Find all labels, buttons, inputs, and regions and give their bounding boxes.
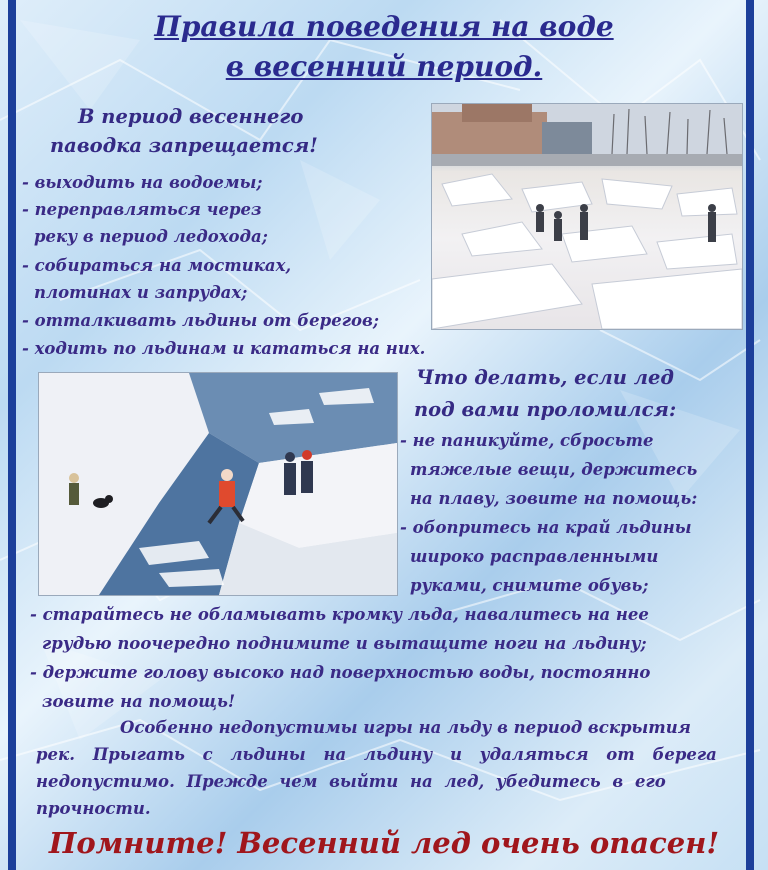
title-line-2: в весенний период. (225, 50, 543, 83)
advice-line: - держите голову высоко над поверхностью воды, постоянно (30, 663, 651, 682)
prohibition-item: - переправляться через (22, 200, 262, 219)
title-line-1: Правила поведения на воде (154, 10, 614, 43)
section2-heading-2: под вами проломился: (414, 398, 677, 421)
advice-line: широко расправленными (410, 547, 659, 566)
photo-ice-break-rescue (38, 372, 398, 596)
warning-slogan: Помните! Весенний лед очень опасен! (48, 826, 720, 860)
prohibition-item: - отталкивать льдины от берегов; (22, 311, 379, 330)
paragraph-line: прочности. (36, 799, 151, 818)
prohibition-item: - ходить по льдинам и кататься на них. (22, 339, 426, 358)
advice-line: руками, снимите обувь; (410, 576, 649, 595)
section2-heading-1: Что делать, если лед (416, 366, 674, 389)
prohibition-item: реку в период ледохода; (34, 227, 268, 246)
paragraph-line: Особенно недопустимы игры на льду в период вскрытия (120, 718, 691, 737)
advice-line: тяжелые вещи, держитесь (410, 460, 698, 479)
prohibition-item: плотинах и запрудах; (34, 283, 248, 302)
section1-heading-1: В период весеннего (78, 105, 304, 128)
section1-heading-2: паводка запрещается! (50, 134, 318, 157)
left-border (8, 0, 16, 870)
paragraph-line: рек. Прыгать с льдины на льдину и удаляться от берега (36, 745, 717, 764)
prohibition-item: - собираться на мостиках, (22, 256, 292, 275)
advice-line: грудью поочередно поднимите и вытащите ноги на льдину; (42, 634, 647, 653)
advice-line: зовите на помощь! (42, 692, 236, 711)
paragraph-line: недопустимо. Прежде чем выйти на лед, убедитесь в его (36, 772, 666, 791)
advice-line: - обопритесь на край льдины (400, 518, 692, 537)
advice-line: - не паникуйте, сбросьте (400, 431, 654, 450)
prohibition-item: - выходить на водоемы; (22, 173, 263, 192)
photo-people-on-ice-floes (431, 103, 743, 330)
advice-line: на плаву, зовите на помощь: (410, 489, 698, 508)
advice-line: - старайтесь не обламывать кромку льда, навалитесь на нее (30, 605, 649, 624)
right-border (746, 0, 754, 870)
